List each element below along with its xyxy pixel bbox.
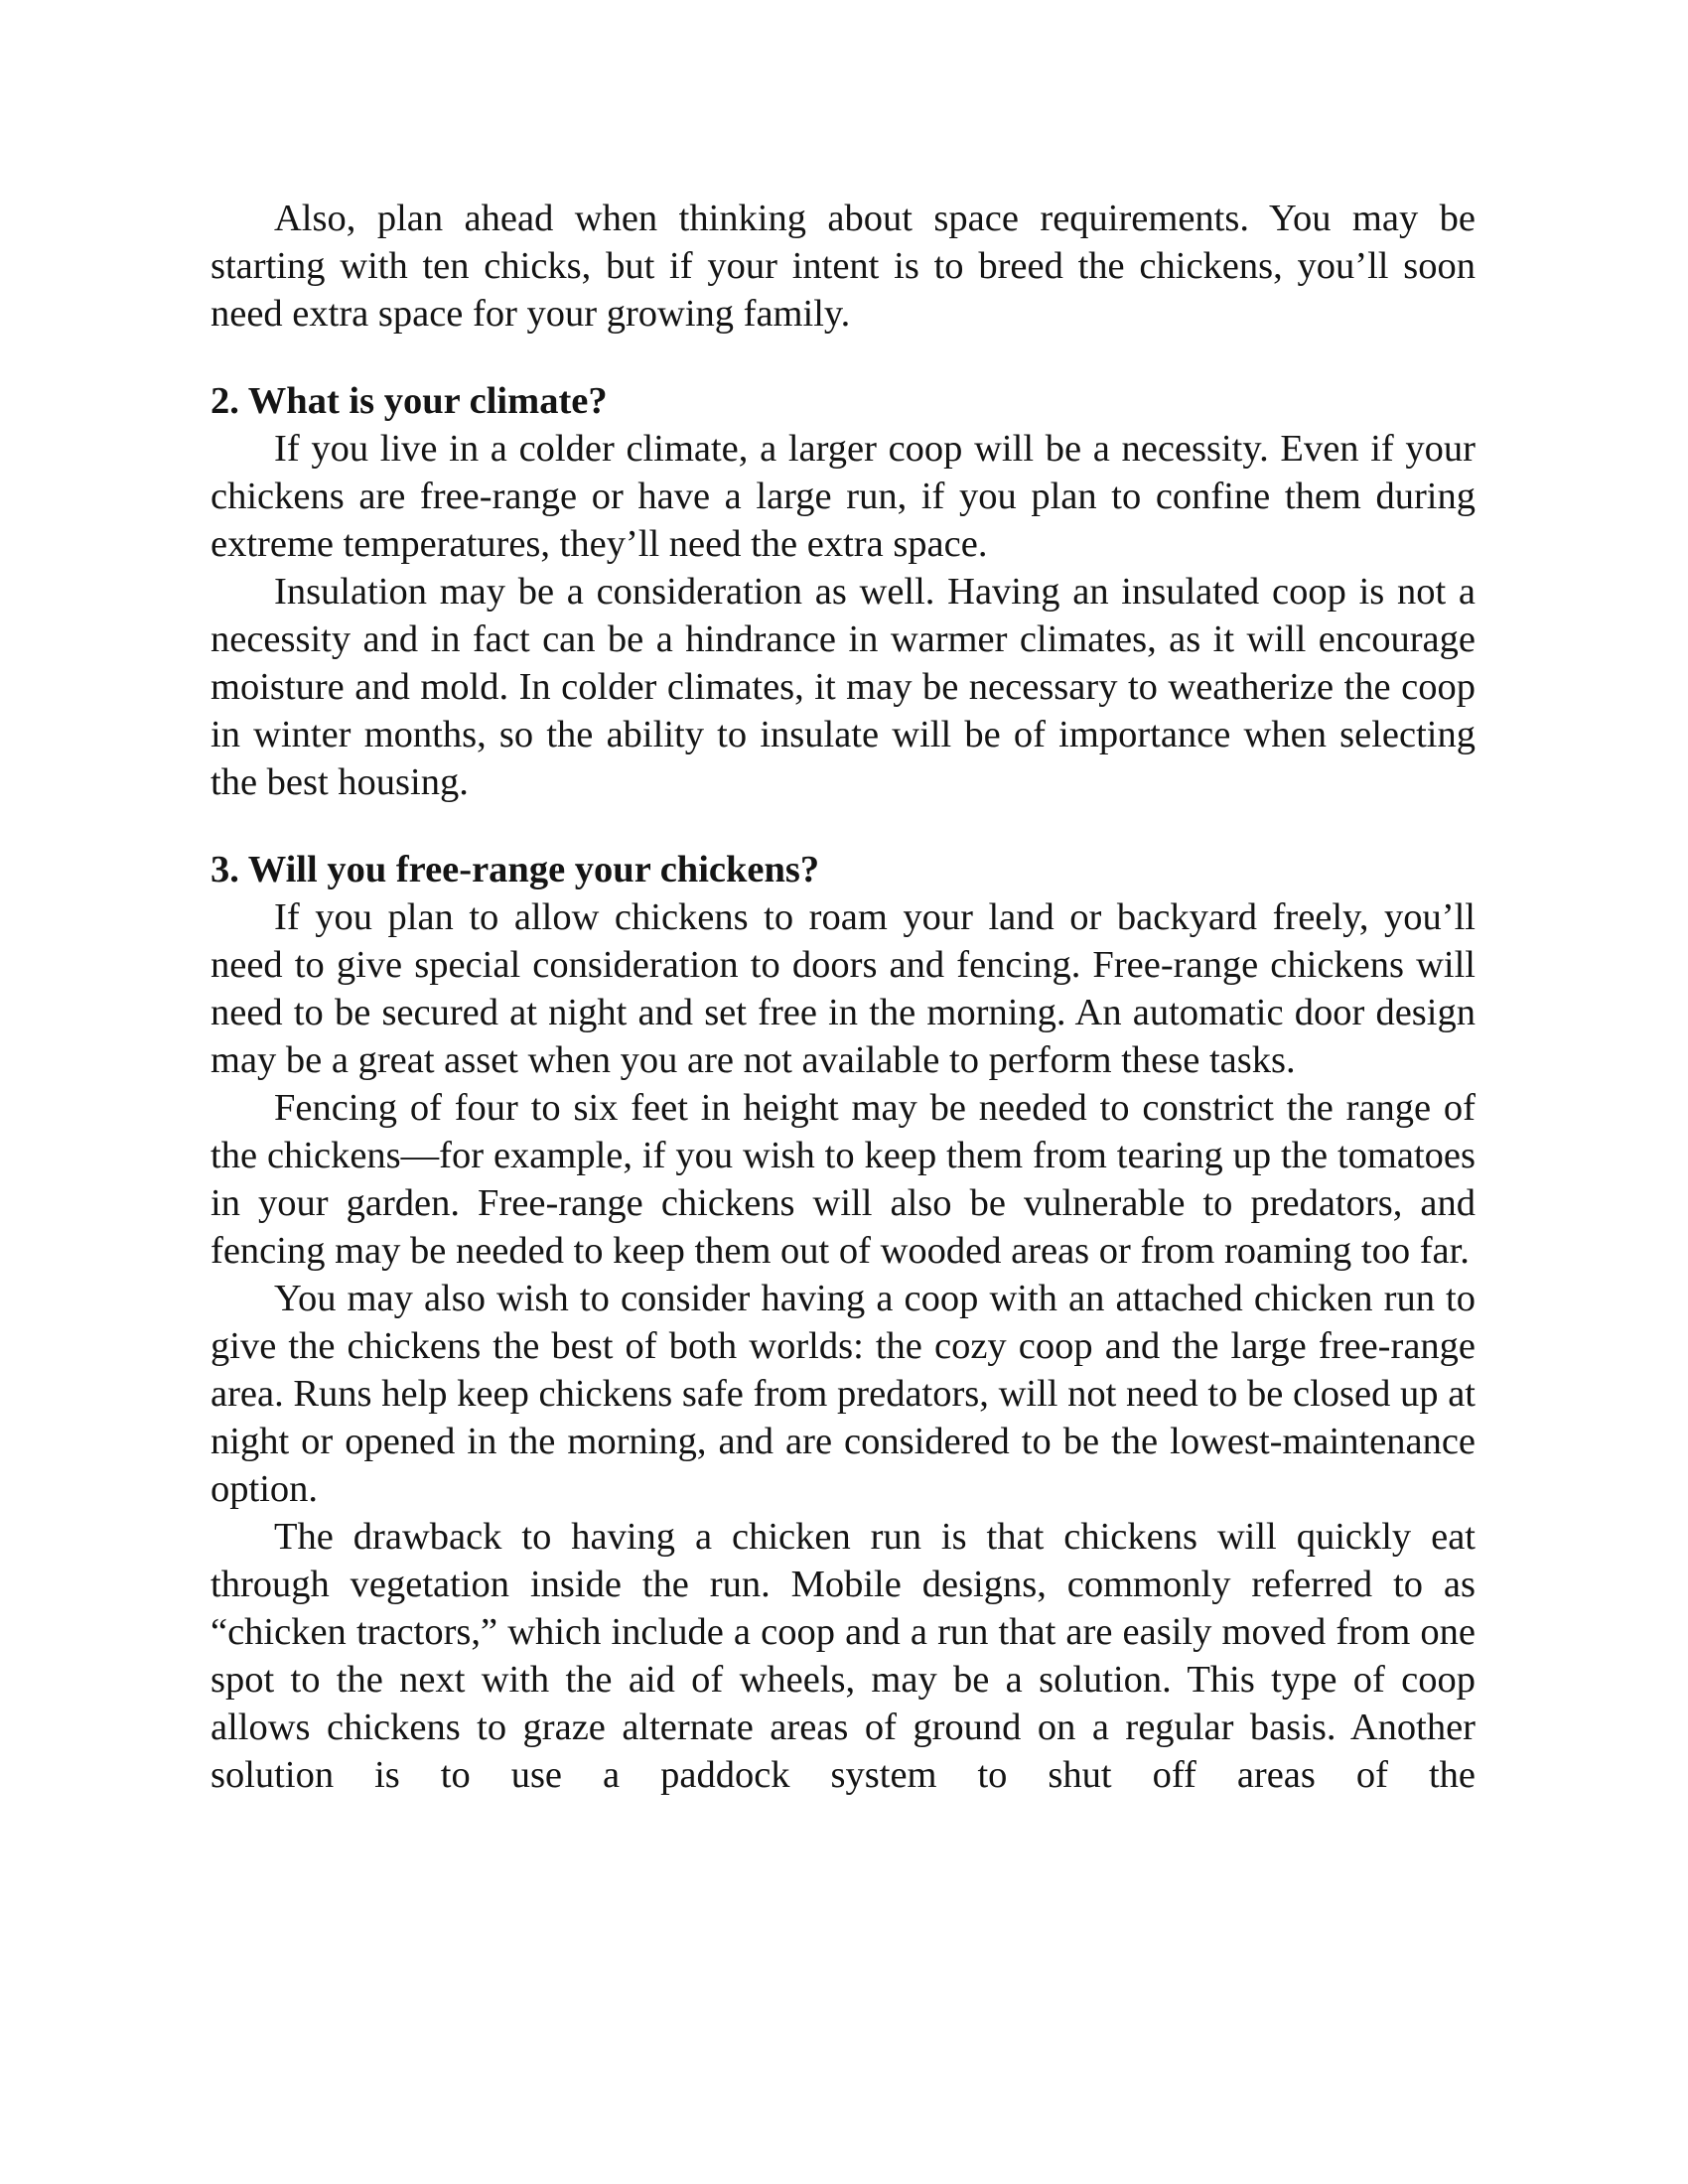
body-paragraph: If you live in a colder climate, a larger coop will be a necessity. Even if your chickens are free-range or have a large run, if you plan to confine them during extreme temperatures, they’ll need the extra space.: [211, 428, 1476, 565]
intro-paragraph: Also, plan ahead when thinking about space requirements. You may be starting with ten chicks, but if your intent is to breed the chickens, you’ll soon need extra space for your growing family.: [211, 198, 1476, 335]
body-paragraph: Insulation may be a consideration as well. Having an insulated coop is not a necessity and in fact can be a hindrance in warmer climates, as it will encourage moisture and mold. In colder climates, it may be necessary to weatherize the coop in winter months, so the ability to insulate will be of importance when selecting the best housing.: [211, 571, 1476, 803]
section-heading: 2. What is your climate?: [211, 380, 608, 422]
body-paragraph-last: The drawback to having a chicken run is that chickens will quickly eat through vegetation inside the run. Mobile designs, commonly referred to as “chicken tractors,” which include a coop and a run that are easily moved from one spot to the next with the aid of wheels, may be a solution. This type of coop allows chickens to graze alternate areas of ground on a regular basis. Another solution is to use a paddock system to shut off areas of the: [211, 1516, 1476, 1796]
section-free-range: [211, 846, 1476, 1799]
section-climate: [211, 377, 1476, 806]
body-paragraph: Fencing of four to six feet in height may be needed to constrict the range of the chickens—for example, if you wish to keep them from tearing up the tomatoes in your garden. Free-range chickens will also be vulnerable to predators, and fencing may be needed to keep them out of wooded areas or from roaming too far.: [211, 1087, 1476, 1272]
document-page: [211, 195, 1476, 1799]
body-paragraph: You may also wish to consider having a coop with an attached chicken run to give the chickens the best of both worlds: the cozy coop and the large free-range area. Runs help keep chickens safe from predators, will not need to be closed up at night or opened in the morning, and are considered to be the lowest-maintenance option.: [211, 1278, 1476, 1510]
body-paragraph: If you plan to allow chickens to roam your land or backyard freely, you’ll need to give special consideration to doors and fencing. Free-range chickens will need to be secured at night and set free in the morning. An automatic door design may be a great asset when you are not available to perform these tasks.: [211, 896, 1476, 1081]
section-heading: 3. Will you free-range your chickens?: [211, 849, 820, 890]
